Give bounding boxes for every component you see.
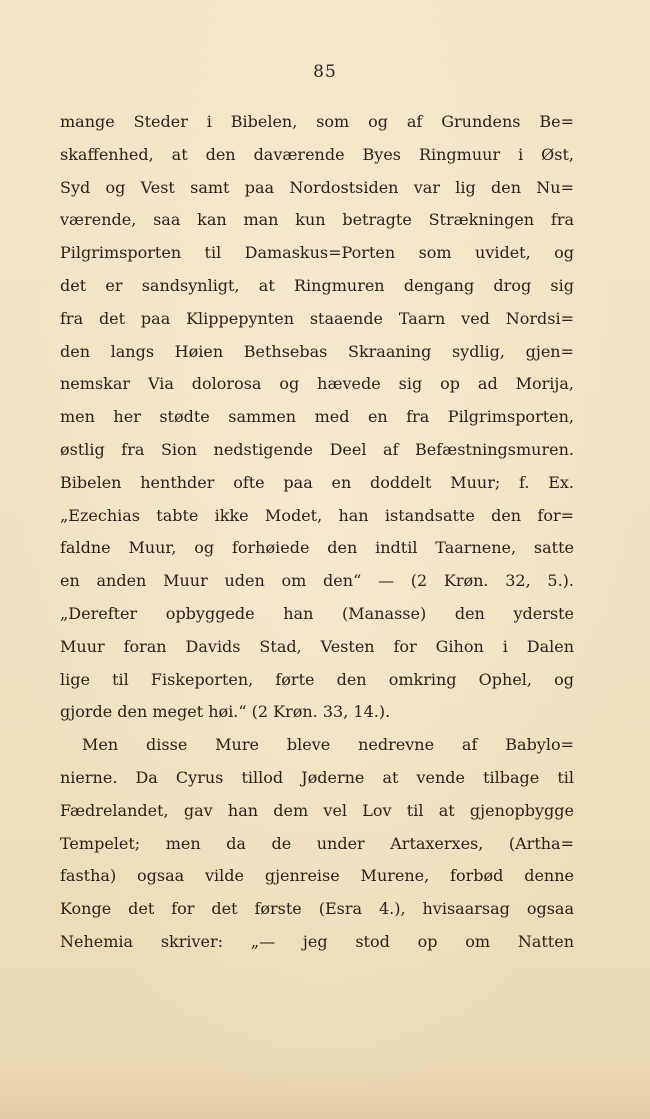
- text-line: Konge det for det første (Esra 4.), hvisaarsag ogsaa: [60, 899, 574, 919]
- text-line: fastha) ogsaa vilde gjenreise Murene, forbød denne: [60, 866, 574, 886]
- text-line: lige til Fiskeporten, førte den omkring Ophel, og: [60, 669, 574, 689]
- text-line: det er sandsynligt, at Ringmuren dengang drog sig: [60, 275, 574, 295]
- text-line: Muur foran Davids Stad, Vesten for Gihon i Dalen: [60, 636, 574, 656]
- text-line: en anden Muur uden om den“ — (2 Krøn. 32, 5.).: [60, 571, 574, 591]
- text-line: gjorde den meget høi.“ (2 Krøn. 33, 14.).: [60, 702, 391, 722]
- text-line: mange Steder i Bibelen, som og af Grundens Be=: [60, 112, 574, 131]
- text-line: „Ezechias tabte ikke Modet, han istandsatte den for=: [60, 505, 574, 525]
- text-line: værende, saa kan man kun betragte Strækningen fra: [60, 210, 574, 230]
- text-line: Nehemia skriver: „— jeg stod op om Natten: [60, 931, 574, 951]
- text-line: men her stødte sammen med en fra Pilgrimsporten,: [60, 407, 574, 427]
- text-line: den langs Høien Bethsebas Skraaning sydlig, gjen=: [60, 341, 574, 361]
- text-line: Men disse Mure bleve nedrevne af Babylo=: [82, 735, 574, 755]
- text-line: Tempelet; men da de under Artaxerxes, (Artha=: [60, 833, 574, 853]
- text-line: østlig fra Sion nedstigende Deel af Befæstningsmuren.: [60, 439, 574, 459]
- text-line: Pilgrimsporten til Damaskus=Porten som uvidet, og: [60, 243, 574, 263]
- text-line: Fædrelandet, gav han dem vel Lov til at gjenopbygge: [60, 800, 574, 820]
- text-line: fra det paa Klippepynten staaende Taarn ved Nordsi=: [60, 308, 574, 328]
- text-line: Syd og Vest samt paa Nordostsiden var lig den Nu=: [60, 177, 574, 197]
- page-edge-shading: [0, 1060, 650, 1119]
- text-line: nemskar Via dolorosa og hævede sig op ad Morija,: [60, 374, 574, 394]
- page-number: 85: [313, 62, 337, 82]
- text-line: faldne Muur, og forhøiede den indtil Taarnene, satte: [60, 538, 574, 558]
- body-text: [60, 106, 574, 959]
- text-line: Bibelen henthder ofte paa en doddelt Muur; f. Ex.: [60, 472, 574, 492]
- text-line: skaffenhed, at den daværende Byes Ringmuur i Øst,: [60, 144, 574, 164]
- text-line: „Derefter opbyggede han (Manasse) den yderste: [60, 603, 574, 623]
- text-line: nierne. Da Cyrus tillod Jøderne at vende tilbage til: [60, 767, 574, 787]
